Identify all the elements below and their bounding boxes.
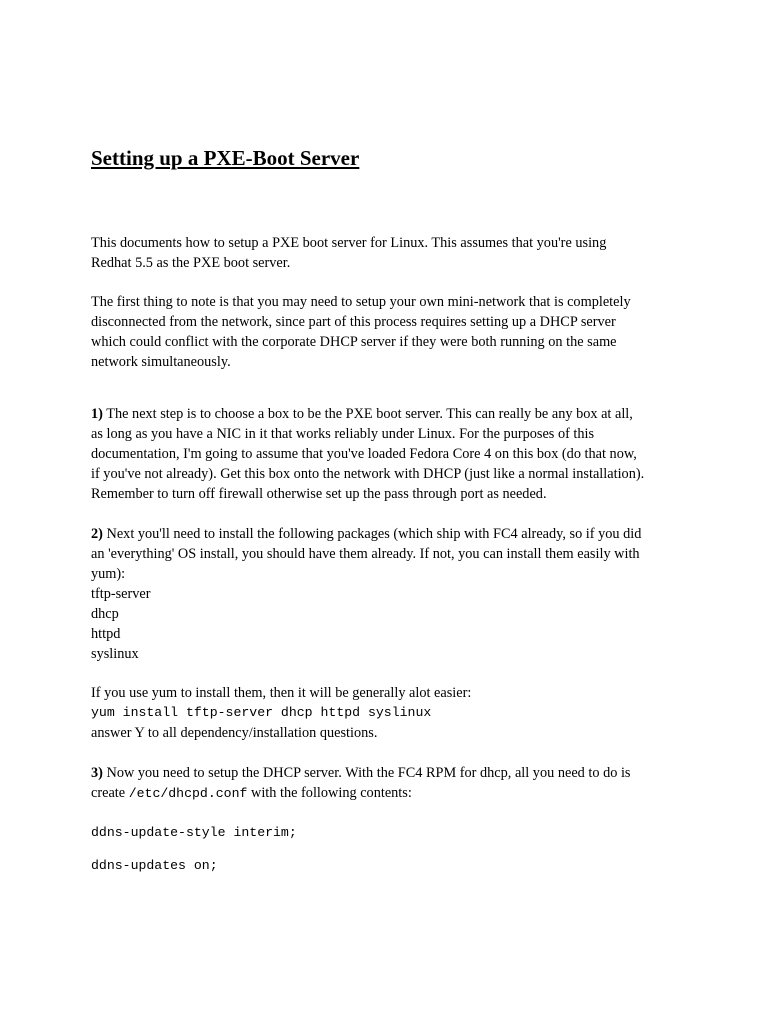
intro-line-2: Redhat 5.5 as the PXE boot server. <box>91 255 291 271</box>
code-line-1: ddns-update-style interim; <box>91 825 297 840</box>
dhcpd-conf-path: /etc/dhcpd.conf <box>128 786 248 801</box>
step-3-line-1-text: Now you need to setup the DHCP server. With the FC4 RPM for dhcp, all you need to do is <box>102 765 631 781</box>
yum-command: yum install tftp-server dhcp httpd syslinux <box>91 705 432 720</box>
step-1-line-5: Remember to turn off firewall otherwise set up the pass through port as needed. <box>91 486 547 502</box>
package-item: dhcp <box>91 606 119 622</box>
note-line-2: disconnected from the network, since part of this process requires setting up a DHCP server <box>91 314 616 330</box>
step-1-line-2: as long as you have a NIC in it that works reliably under Linux. For the purposes of this <box>91 426 595 442</box>
step-3-number: 3) <box>91 765 103 781</box>
step-1-line-1 <box>91 404 691 424</box>
yum-paragraph <box>91 683 691 743</box>
step-2-line-2: an 'everything' OS install, you should have them already. If not, you can install them easily with <box>91 546 640 562</box>
step-3-line-2-pre: create <box>91 785 129 801</box>
step-2-paragraph <box>91 524 691 664</box>
note-line-4: network simultaneously. <box>91 354 231 370</box>
package-item: tftp-server <box>91 586 151 602</box>
step-3-line-2 <box>91 783 691 803</box>
note-paragraph <box>91 292 691 372</box>
step-2-line-1 <box>91 524 691 544</box>
code-line-2: ddns-updates on; <box>91 858 218 873</box>
step-3-line-1 <box>91 763 691 783</box>
step-2-number: 2) <box>91 526 103 542</box>
yum-line-3: answer Y to all dependency/installation questions. <box>91 725 378 741</box>
page-title: Setting up a PXE-Boot Server <box>91 146 360 170</box>
step-1-number: 1) <box>91 406 103 422</box>
intro-line-1: This documents how to setup a PXE boot server for Linux. This assumes that you're using <box>91 235 607 251</box>
note-line-3: which could conflict with the corporate DHCP server if they were both running on the same <box>91 334 617 350</box>
step-2-line-1-text: Next you'll need to install the following packages (which ship with FC4 already, so if you did <box>102 526 642 542</box>
step-1-paragraph <box>91 404 691 504</box>
step-3-line-2-post: with the following contents: <box>247 785 412 801</box>
step-3-paragraph <box>91 763 691 803</box>
package-item: httpd <box>91 626 121 642</box>
step-1-line-4: if you've not already). Get this box onto the network with DHCP (just like a normal installation). <box>91 466 645 482</box>
step-2-line-3: yum): <box>91 566 126 582</box>
note-line-1: The first thing to note is that you may need to setup your own mini-network that is completely <box>91 294 631 310</box>
package-item: syslinux <box>91 646 139 662</box>
yum-line-1: If you use yum to install them, then it will be generally alot easier: <box>91 685 472 701</box>
step-1-line-1-text: The next step is to choose a box to be the PXE boot server. This can really be any box at all, <box>102 406 633 422</box>
intro-paragraph <box>91 233 691 273</box>
step-1-line-3: documentation, I'm going to assume that you've loaded Fedora Core 4 on this box (do that now, <box>91 446 637 462</box>
